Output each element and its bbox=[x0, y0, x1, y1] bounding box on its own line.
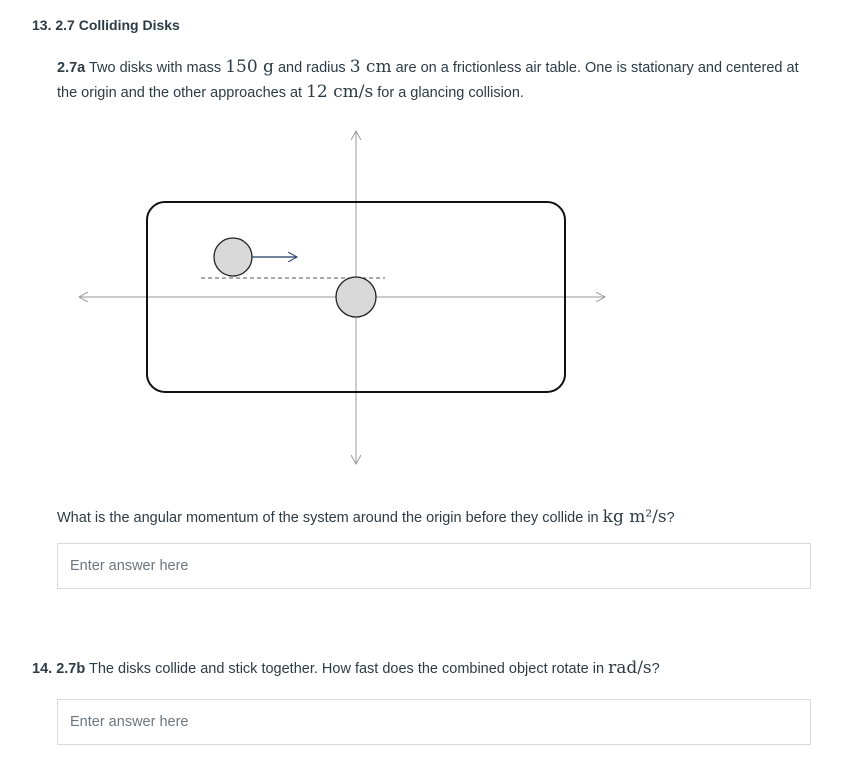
part-a-label: 2.7a bbox=[57, 60, 86, 76]
part-a-text-4: for a glancing collision. bbox=[373, 85, 524, 101]
question-14-end: ? bbox=[651, 661, 660, 677]
radius-value: 3 cm bbox=[349, 57, 392, 77]
question-14-part-label: 2.7b bbox=[56, 661, 86, 677]
question-14-body: The disks collide and stick together. How fast does the combined object rotate in bbox=[85, 661, 609, 677]
answer-input-14[interactable] bbox=[57, 699, 811, 745]
question-13-prompt bbox=[57, 505, 817, 530]
question-14-number: 14. bbox=[32, 661, 53, 677]
answer-input-13[interactable] bbox=[57, 543, 811, 589]
prompt-end: ? bbox=[666, 510, 675, 526]
mass-value: 150 g bbox=[225, 57, 274, 77]
part-a-text-1: Two disks with mass bbox=[85, 60, 226, 76]
question-13-description bbox=[57, 55, 817, 105]
colliding-disks-diagram bbox=[70, 125, 620, 470]
prompt-units: kg m²/s bbox=[602, 507, 667, 527]
prompt-text: What is the angular momentum of the system around the origin before they collide in bbox=[57, 510, 603, 526]
speed-value: 12 cm/s bbox=[306, 82, 374, 102]
part-a-text-3: are on a frictionless air table. One is stationary and centered at the origin and the other approaches at bbox=[57, 60, 799, 101]
question-13-title: 13. 2.7 Colliding Disks bbox=[32, 17, 180, 33]
moving-disk bbox=[214, 238, 252, 276]
part-a-text-2: and radius bbox=[273, 60, 350, 76]
stationary-disk bbox=[336, 277, 376, 317]
question-14-text bbox=[32, 658, 660, 678]
question-14-units: rad/s bbox=[608, 658, 652, 678]
